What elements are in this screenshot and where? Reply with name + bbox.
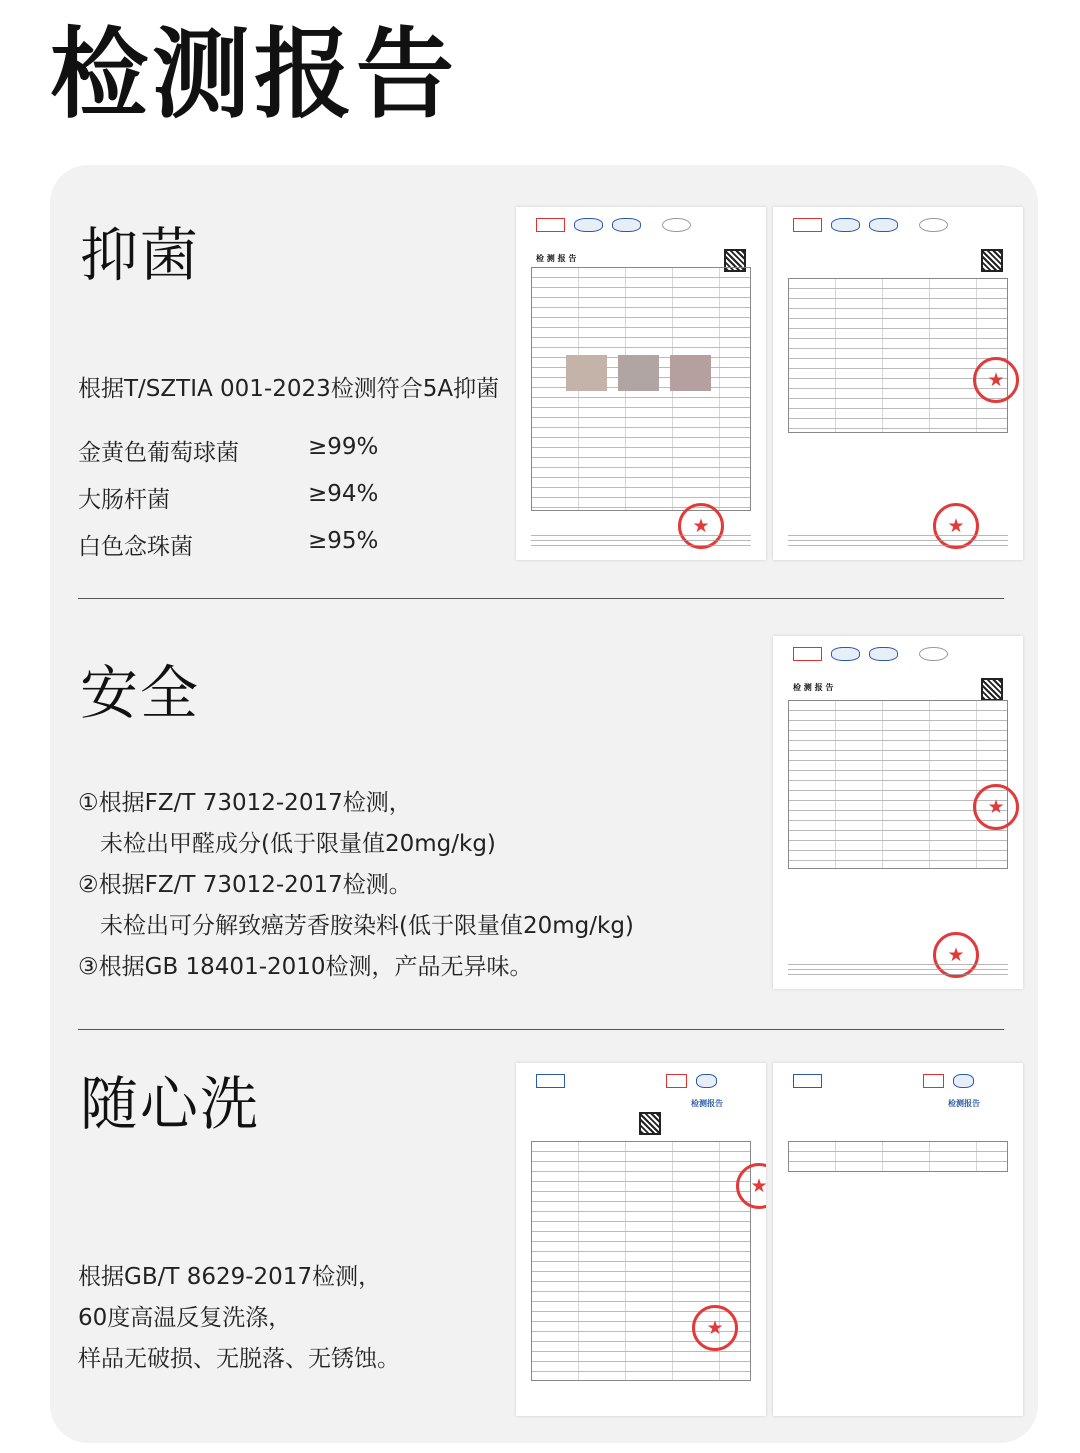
page-title: 检测报告	[50, 18, 459, 132]
report-label: 检 测 报 告	[536, 253, 577, 263]
cma-logo-icon	[666, 1074, 687, 1089]
report-header	[536, 218, 746, 243]
cma-logo-icon	[793, 218, 822, 233]
section-divider	[78, 598, 1004, 599]
ilac-logo-icon	[831, 647, 860, 662]
lab-logo-icon	[662, 218, 691, 233]
official-seal-icon	[692, 1305, 738, 1351]
report-header	[793, 1074, 1003, 1099]
ttts-logo-icon	[536, 1074, 565, 1089]
cma-logo-icon	[536, 218, 565, 233]
lab-logo-icon	[919, 218, 948, 233]
section-divider	[78, 1029, 1004, 1030]
fabric-swatches	[566, 355, 711, 390]
washable-line: 60度高温反复洗涤，	[78, 1305, 292, 1331]
report-table	[788, 1141, 1008, 1173]
report-label: 检 测 报 告	[793, 682, 834, 692]
report-footer	[531, 535, 751, 549]
report-label: 检测报告	[948, 1099, 980, 1109]
bacteria-rate: ≥99%	[308, 434, 379, 460]
section-title-antibacterial: 抑菌	[80, 221, 201, 289]
report-footer	[788, 535, 1008, 549]
washable-line: 根据GB/T 8629-2017检测，	[78, 1264, 382, 1290]
antibacterial-report-page-1[interactable]	[516, 207, 766, 560]
fabric-swatch-a	[566, 355, 607, 390]
report-footer	[788, 964, 1008, 978]
fabric-swatch-c	[670, 355, 711, 390]
section-title-safety: 安全	[80, 659, 201, 727]
fabric-swatch-b	[618, 355, 659, 390]
ilac-logo-icon	[953, 1074, 974, 1089]
safety-line: ①根据FZ/T 73012-2017检测，	[78, 790, 412, 816]
bacteria-name: 大肠杆菌	[78, 487, 170, 513]
lab-logo-icon	[919, 647, 948, 662]
qr-code-icon	[981, 678, 1004, 701]
washable-line: 样品无破损、无脱落、无锈蚀。	[78, 1346, 400, 1372]
safety-line: 未检出可分解致癌芳香胺染料(低于限量值20mg/kg)	[100, 913, 634, 939]
report-header	[536, 1074, 746, 1099]
bacteria-name: 白色念珠菌	[78, 534, 193, 560]
bacteria-name: 金黄色葡萄球菌	[78, 440, 239, 466]
cma-logo-icon	[793, 647, 822, 662]
qr-code-icon	[639, 1112, 662, 1135]
report-table	[788, 700, 1008, 869]
safety-report-page[interactable]	[773, 636, 1023, 989]
wash-report-page-1[interactable]	[516, 1063, 766, 1416]
report-table	[788, 278, 1008, 433]
bacteria-rate: ≥95%	[308, 528, 379, 554]
ilac-logo-icon	[574, 218, 603, 233]
ilac-logo-icon	[831, 218, 860, 233]
cma-logo-icon	[923, 1074, 944, 1089]
cnas-logo-icon	[869, 647, 898, 662]
report-label: 检测报告	[691, 1099, 723, 1109]
report-header	[793, 647, 1003, 672]
qr-code-icon	[981, 249, 1004, 272]
safety-line: ②根据FZ/T 73012-2017检测。	[78, 872, 412, 898]
official-seal-icon	[973, 357, 1019, 403]
official-seal-icon	[973, 784, 1019, 830]
antibacterial-basis: 根据T/SZTIA 001-2023检测符合5A抑菌	[78, 376, 500, 402]
antibacterial-report-page-2[interactable]	[773, 207, 1023, 560]
cnas-logo-icon	[869, 218, 898, 233]
bacteria-rate: ≥94%	[308, 481, 379, 507]
wash-report-page-2[interactable]	[773, 1063, 1023, 1416]
safety-line: 未检出甲醛成分(低于限量值20mg/kg)	[100, 831, 496, 857]
cnas-logo-icon	[612, 218, 641, 233]
section-title-washable: 随心洗	[80, 1070, 261, 1138]
report-header	[793, 218, 1003, 243]
safety-line: ③根据GB 18401-2010检测，产品无异味。	[78, 954, 533, 980]
ttts-logo-icon	[793, 1074, 822, 1089]
ilac-logo-icon	[696, 1074, 717, 1089]
